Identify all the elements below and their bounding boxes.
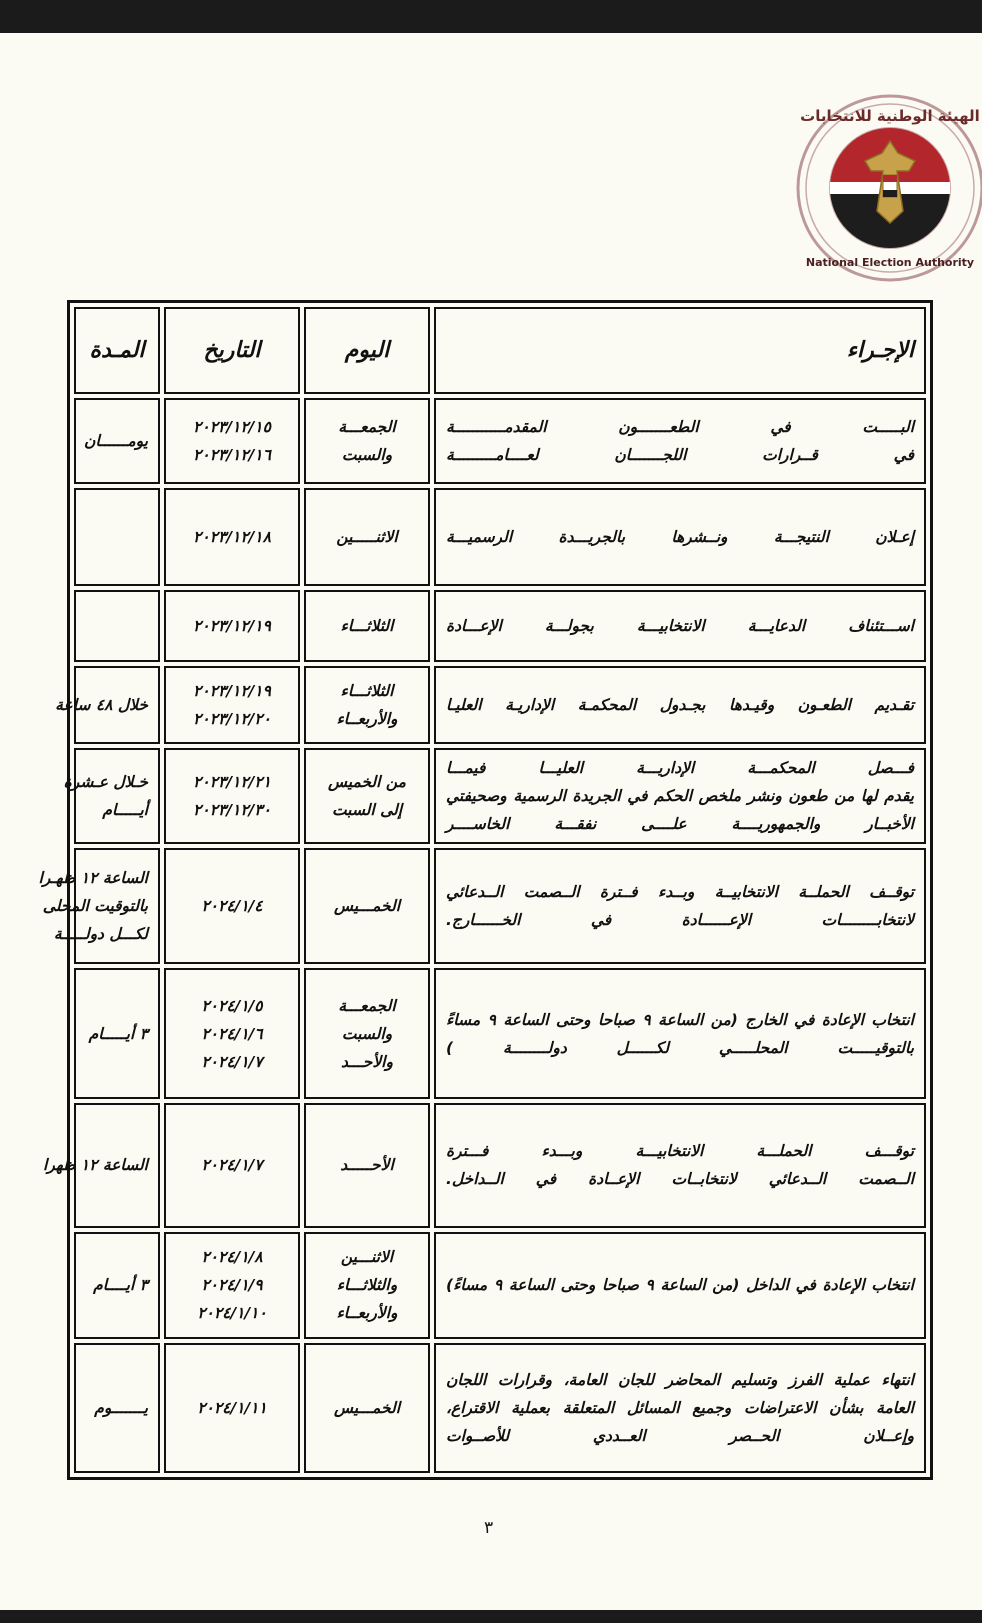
date-cell: ٢٠٢٣/١٢/١٥ ٢٠٢٣/١٢/١٦ <box>164 398 300 484</box>
date-cell: ٢٠٢٣/١٢/١٨ <box>164 488 300 586</box>
date-cell: ٢٠٢٤/١/١١ <box>164 1343 300 1473</box>
date-cell: ٢٠٢٣/١٢/١٩ <box>164 590 300 662</box>
date-cell: ٢٠٢٤/١/٤ <box>164 848 300 964</box>
duration-cell: الساعة ١٢ ظهرا <box>74 1103 160 1228</box>
table-row <box>74 748 926 844</box>
national-election-authority-logo <box>793 91 982 285</box>
duration-cell: خلال ٤٨ ساعة <box>74 666 160 744</box>
day-cell: الثلاثـــاء والأربعــاء <box>304 666 430 744</box>
day-cell: من الخميس إلى السبت <box>304 748 430 844</box>
day-cell: الاثنـــــين <box>304 488 430 586</box>
action-cell: توقـــف الحملـــة الانتخابيـــة وبـــدء فـــترة الــصمت الــدعائي لانتخابــات الإعــادة في الــداخل. <box>434 1103 926 1228</box>
duration-cell: ٣ أيــــام <box>74 1232 160 1339</box>
duration-cell: ٣ أيـــــام <box>74 968 160 1098</box>
duration-cell: يـــــــوم <box>74 1343 160 1473</box>
day-cell: الاثنـــين والثلاثـــاء والأربعــاء <box>304 1232 430 1339</box>
table-row <box>74 488 926 586</box>
table-row <box>74 666 926 744</box>
duration-cell <box>74 590 160 662</box>
duration-cell: يومــــــان <box>74 398 160 484</box>
date-cell: ٢٠٢٣/١٢/١٩ ٢٠٢٣/١٢/٢٠ <box>164 666 300 744</box>
logo-english-text: National Election Authority <box>805 256 975 269</box>
table-row <box>74 398 926 484</box>
day-cell: الأحـــــد <box>304 1103 430 1228</box>
duration-cell: خـلال عـشرة أيـــــام <box>74 748 160 844</box>
header-day: اليوم <box>304 307 430 394</box>
table-row <box>74 848 926 964</box>
date-cell: ٢٠٢٤/١/٨ ٢٠٢٤/١/٩ ٢٠٢٤/١/١٠ <box>164 1232 300 1339</box>
date-cell: ٢٠٢٣/١٢/٢١ ٢٠٢٣/١٢/٣٠ <box>164 748 300 844</box>
action-cell: اســـتئناف الدعايـــة الانتخابيـــة بجولـــة الإعـــادة <box>434 590 926 662</box>
duration-cell: الساعة ١٢ ظهـرا بالتوقيت المحلى لكـــل دولـــــة <box>74 848 160 964</box>
header-duration: المـدة <box>74 307 160 394</box>
action-cell: إعـلان النتيجـــة ونــشرها بالجريـــدة الرسميـــة <box>434 488 926 586</box>
table-row <box>74 590 926 662</box>
table-row <box>74 968 926 1098</box>
table-row <box>74 1343 926 1473</box>
table-row <box>74 1232 926 1339</box>
election-schedule-table <box>38 300 933 1480</box>
date-cell: ٢٠٢٤/١/٥ ٢٠٢٤/١/٦ ٢٠٢٤/١/٧ <box>164 968 300 1098</box>
bottom-bar <box>0 1610 982 1623</box>
action-cell: فـــصل المحكمـــة الإداريـــة العليـــا فيمـــا يقدم لها من طعون ونشر ملخص الحكم في الجريدة الرسمية وصحيفتي الأخبــار والجمهوريــــة علــــى نفقـــة الخاســــر <box>434 748 926 844</box>
action-cell: توقــف الحملــة الانتخابيــة وبــدء فــترة الــصمت الــدعائي لانتخابــــــــات الإعــــــادة في الخــــــارج. <box>434 848 926 964</box>
header-date: التاريخ <box>164 307 300 394</box>
action-cell: انتخاب الإعادة في الداخل (من الساعة ٩ صباحا وحتى الساعة ٩ مساءً) <box>434 1232 926 1339</box>
duration-cell <box>74 488 160 586</box>
day-cell: الجمعـــة والسبت والأحـــد <box>304 968 430 1098</box>
day-cell: الخمـــيس <box>304 1343 430 1473</box>
action-cell: انتهاء عملية الفرز وتسليم المحاضر للجان العامة، وقرارات اللجان العامة بشأن الاعتراضات وجميع المسائل المتعلقة بعملية الاقتراع، وإعــلان الحــصر العــددي للأصــوات <box>434 1343 926 1473</box>
page-number: ٣ <box>484 1518 494 1538</box>
action-cell: البـــــت في الطعـــــــون المقدمـــــــــــة في قــرارات اللجـــــــان لعــــامـــــــــة <box>434 398 926 484</box>
logo-arabic-text: الهيئة الوطنية للانتخابات <box>800 107 980 125</box>
header-row <box>74 307 926 394</box>
header-action: الإجـراء <box>434 307 926 394</box>
day-cell: الجمعـــة والسبت <box>304 398 430 484</box>
day-cell: الخمـــيس <box>304 848 430 964</box>
table-row <box>74 1103 926 1228</box>
day-cell: الثلاثـــاء <box>304 590 430 662</box>
date-cell: ٢٠٢٤/١/٧ <box>164 1103 300 1228</box>
action-cell: تقـديم الطعـون وقيـدها بجـدول المحكمـة الإداريـة العليـا <box>434 666 926 744</box>
action-cell: انتخاب الإعادة في الخارج (من الساعة ٩ صباحا وحتى الساعة ٩ مساءً بالتوقيـــــت المحلـــــي لكــــــل دولــــــــة ) <box>434 968 926 1098</box>
top-bar <box>0 0 982 33</box>
